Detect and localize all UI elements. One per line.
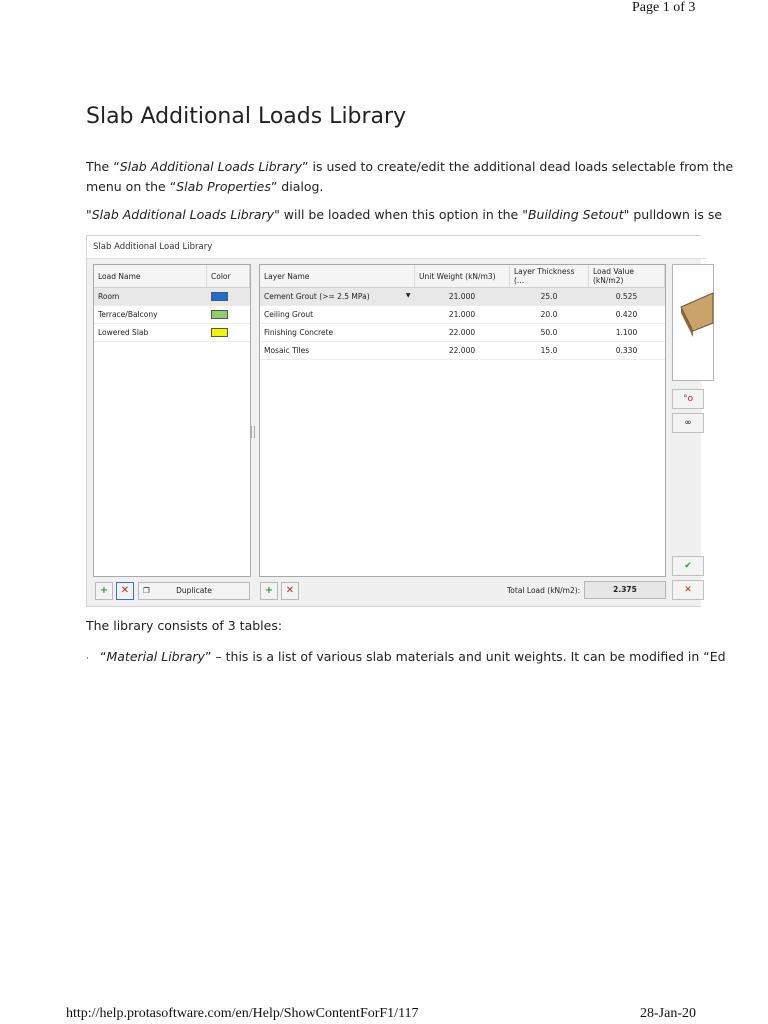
col-unit-weight[interactable]: Unit Weight (kN/m3) xyxy=(415,265,510,288)
pick-color-button[interactable] xyxy=(672,389,704,409)
text: ” dialog. xyxy=(270,179,324,194)
load-name-cell: Room xyxy=(94,288,207,306)
load-value-cell: 0.420 xyxy=(589,306,665,324)
slab-3d-icon xyxy=(673,265,713,380)
plus-icon: + xyxy=(99,585,109,596)
col-load-name[interactable]: Load Name xyxy=(94,265,207,288)
unit-weight-cell[interactable]: 22.000 xyxy=(415,342,510,360)
add-load-button[interactable] xyxy=(95,582,113,600)
footer-date: 28-Jan-20 xyxy=(640,1006,696,1021)
table-row[interactable] xyxy=(260,342,665,360)
duplicate-button[interactable] xyxy=(138,582,250,600)
footer-url[interactable]: http://help.protasoftware.com/en/Help/ShowContentForF1/117 xyxy=(66,1006,419,1021)
load-value-cell: 0.525 xyxy=(589,288,665,306)
thickness-cell[interactable]: 25.0 xyxy=(510,288,589,306)
color-cell[interactable] xyxy=(207,324,250,342)
table-row[interactable] xyxy=(260,306,665,324)
italic-term: Slab Properties xyxy=(176,179,271,194)
italic-term: Slab Additional Loads Library xyxy=(91,207,275,222)
table-row[interactable] xyxy=(94,288,250,306)
color-cell[interactable] xyxy=(207,288,250,306)
layer-name-dropdown[interactable] xyxy=(260,288,415,306)
thickness-cell[interactable]: 20.0 xyxy=(510,306,589,324)
library-summary: The library consists of 3 tables: xyxy=(86,618,283,633)
load-name-cell: Terrace/Balcony xyxy=(94,306,207,324)
unit-weight-cell[interactable]: 22.000 xyxy=(415,324,510,342)
delete-load-button[interactable] xyxy=(116,582,134,600)
total-load-label: Total Load (kN/m2): xyxy=(507,586,581,595)
check-icon: ✔ xyxy=(684,561,692,571)
x-icon: ✕ xyxy=(120,585,130,596)
layers-panel xyxy=(259,264,666,577)
unit-weight-cell[interactable]: 21.000 xyxy=(415,288,510,306)
load-names-table xyxy=(94,265,250,342)
col-layer-name[interactable]: Layer Name xyxy=(260,265,415,288)
color-swatch xyxy=(211,292,228,301)
table-row[interactable] xyxy=(260,288,665,306)
thickness-cell[interactable]: 50.0 xyxy=(510,324,589,342)
chevron-down-icon[interactable]: ▼ xyxy=(405,292,411,299)
text: " xyxy=(86,207,92,222)
load-name-cell: Lowered Slab xyxy=(94,324,207,342)
color-cell[interactable] xyxy=(207,306,250,324)
cancel-button[interactable] xyxy=(672,580,704,600)
load-value-cell: 0.330 xyxy=(589,342,665,360)
table-row[interactable] xyxy=(260,324,665,342)
library-dialog-screenshot xyxy=(86,235,701,607)
intro-paragraph xyxy=(86,157,734,197)
page-title: Slab Additional Loads Library xyxy=(86,104,407,129)
close-icon: ✕ xyxy=(684,585,692,595)
delete-layer-button[interactable] xyxy=(281,582,299,600)
italic-term: Material Library xyxy=(106,649,205,664)
text: “ xyxy=(100,649,107,664)
table-row[interactable] xyxy=(94,306,250,324)
thickness-cell[interactable]: 15.0 xyxy=(510,342,589,360)
table-row[interactable] xyxy=(94,324,250,342)
text: " will be loaded when this option in the " xyxy=(274,207,528,222)
italic-term: Building Setout xyxy=(527,207,624,222)
text: ” – this is a list of various slab materials and unit weights. It can be modified in “Ed xyxy=(204,649,726,664)
text: menu on the “ xyxy=(86,179,177,194)
color-swatch xyxy=(211,328,228,337)
load-paragraph xyxy=(86,205,723,225)
load-names-panel xyxy=(93,264,251,577)
text: The “ xyxy=(86,159,120,174)
add-layer-button[interactable] xyxy=(260,582,278,600)
col-load-value[interactable]: Load Value (kN/m2) xyxy=(589,265,665,288)
page-number: Page 1 of 3 xyxy=(632,0,696,15)
unit-weight-cell[interactable]: 21.000 xyxy=(415,306,510,324)
layer-name: Cement Grout (>= 2.5 MPa) xyxy=(264,292,370,301)
bullet-item xyxy=(86,647,726,669)
duplicate-label: Duplicate xyxy=(176,586,212,595)
copy-icon: ❐ xyxy=(143,586,150,595)
text: " pulldown is se xyxy=(623,207,723,222)
layer-name-cell[interactable]: Mosaic Tiles xyxy=(260,342,415,360)
layer-name-cell[interactable]: Finishing Concrete xyxy=(260,324,415,342)
link-icon: ∞ xyxy=(684,418,692,428)
x-icon: ✕ xyxy=(285,585,295,596)
load-value-cell: 1.100 xyxy=(589,324,665,342)
color-swatch xyxy=(211,310,228,319)
plus-icon: + xyxy=(264,585,274,596)
dialog-title: Slab Additional Load Library xyxy=(87,236,707,259)
splitter-handle[interactable] xyxy=(251,426,255,438)
bullet-marker: · xyxy=(86,654,89,664)
italic-term: Slab Additional Loads Library xyxy=(119,159,303,174)
text: ” is used to create/edit the additional dead loads selectable from the xyxy=(302,159,734,174)
link-button[interactable] xyxy=(672,413,704,433)
col-color[interactable]: Color xyxy=(207,265,250,288)
palette-icon: °o xyxy=(682,394,693,404)
layers-table xyxy=(260,265,665,360)
col-layer-thickness[interactable]: Layer Thickness (... xyxy=(510,265,589,288)
total-load-value: 2.375 xyxy=(584,581,666,599)
slab-preview xyxy=(672,264,714,381)
ok-button[interactable] xyxy=(672,556,704,576)
layer-name-cell[interactable]: Ceiling Grout xyxy=(260,306,415,324)
